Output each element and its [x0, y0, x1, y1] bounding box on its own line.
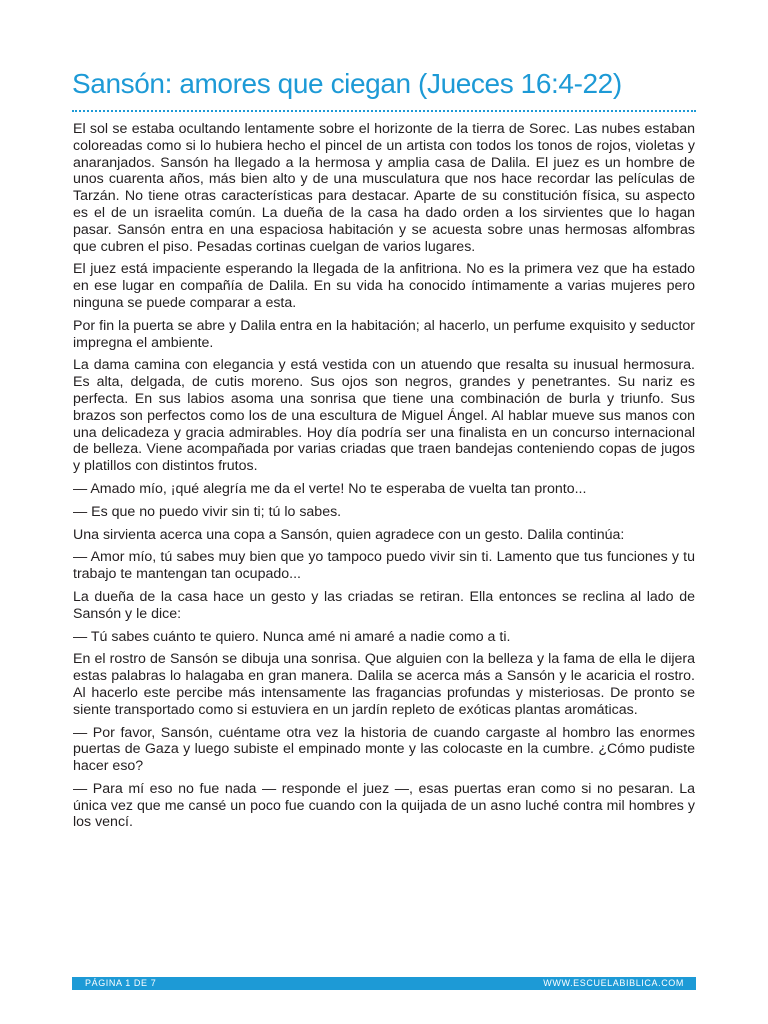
dialogue-line: — Para mí eso no fue nada — responde el juez —, esas puertas eran como si no pesaran. La única vez que me cansé un poco fue cuando con la quijada de un asno luché contra mil hombres y los vencí.: [73, 780, 695, 831]
dialogue-line: — Amor mío, tú sabes muy bien que yo tampoco puedo vivir sin ti. Lamento que tus funciones y tu trabajo te mantengan tan ocupado...: [73, 549, 695, 583]
paragraph: Una sirvienta acerca una copa a Sansón, quien agradece con un gesto. Dalila continúa:: [73, 526, 625, 543]
document-body: [73, 121, 695, 837]
dialogue-line: — Tú sabes cuánto te quiero. Nunca amé ni amaré a nadie como a ti.: [73, 628, 511, 645]
page-number: PÁGINA 1 DE 7: [85, 978, 157, 988]
paragraph: La dama camina con elegancia y está vestida con un atuendo que resalta su inusual hermosura. Es alta, delgada, de cutis moreno. Sus ojos son negros, grandes y penetrantes. Su nariz es perfecta. En sus labios asoma una sonrisa que tiene una combinación de burla y triunfo. Sus brazos son perfectos como los de una escultura de Miguel Ángel. Al hablar mueve sus manos con una delicadeza y gracia admirables. Hoy día podría ser una finalista en un concurso internacional de belleza. Viene acompañada por varias criadas que traen bandejas conteniendo copas de jugos y platillos con distintos frutos.: [73, 357, 695, 475]
paragraph: El sol se estaba ocultando lentamente sobre el horizonte de la tierra de Sorec. Las nubes estaban coloreadas como si lo hubiera hecho el pincel de un artista con todos los tonos de rojos, violetas y anaranjados. Sansón ha llegado a la hermosa y amplia casa de Dalila. El juez es un hombre de unos cuarenta años, más bien alto y de una musculatura que nos hace recordar las películas de Tarzán. No tiene otras características para destacar. Aparte de su constitución física, su aspecto es el de un israelita común. La dueña de la casa ha dado orden a los sirvientes que lo hagan pasar. Sansón entra en una espaciosa habitación y se acuesta sobre unas hermosas alfombras que cubren el piso. Pesadas cortinas cuelgan de varios lugares.: [73, 121, 695, 255]
title-divider: [72, 110, 696, 112]
page-footer: [72, 977, 696, 990]
paragraph: Por fin la puerta se abre y Dalila entra en la habitación; al hacerlo, un perfume exquisito y seductor impregna el ambiente.: [73, 317, 695, 351]
dialogue-line: — Es que no puedo vivir sin ti; tú lo sabes.: [73, 503, 342, 520]
page-title: Sansón: amores que ciegan (Jueces 16:4-22): [72, 68, 622, 99]
dialogue-line: — Amado mío, ¡qué alegría me da el verte! No te esperaba de vuelta tan pronto...: [73, 480, 587, 497]
paragraph: El juez está impaciente esperando la llegada de la anfitriona. No es la primera vez que ha estado en ese lugar en compañía de Dalila. En su vida ha conocido íntimamente a varias mujeres pero ninguna se puede comparar a esta.: [73, 261, 695, 311]
paragraph: La dueña de la casa hace un gesto y las criadas se retiran. Ella entonces se reclina al lado de Sansón y le dice:: [73, 588, 695, 622]
website-link[interactable]: WWW.ESCUELABIBLICA.COM: [543, 978, 684, 988]
paragraph: En el rostro de Sansón se dibuja una sonrisa. Que alguien con la belleza y la fama de ella le dijera estas palabras lo halagaba en gran manera. Dalila se acerca más a Sansón y le acaricia el rostro. Al hacerlo este percibe más intensamente las fragancias profundas y misteriosas. De pronto se siente transportado como si estuviera en un jardín repleto de exóticas plantas aromáticas.: [73, 651, 695, 718]
dialogue-line: — Por favor, Sansón, cuéntame otra vez la historia de cuando cargaste al hombro las enormes puertas de Gaza y luego subiste el empinado monte y las colocaste en la cumbre. ¿Cómo pudiste hacer eso?: [73, 724, 695, 775]
